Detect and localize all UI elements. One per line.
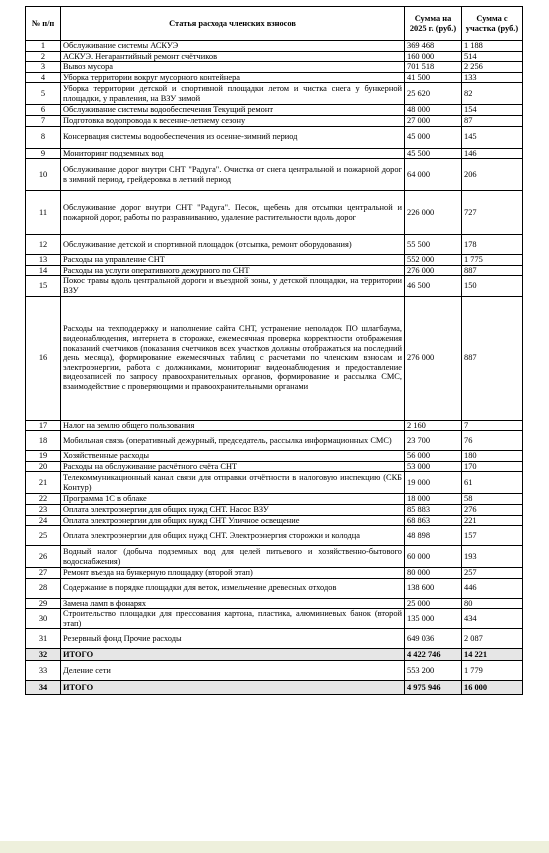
row-share: 1 188 [462,41,523,52]
row-item: Водный налог (добыча подземных вод для целей питьевого и хозяйственно-бытового водоснабжения) [61,546,405,568]
table-row [26,296,523,420]
table-row [26,431,523,451]
header-row [26,7,523,41]
header-item: Статья расхода членских взносов [61,7,405,41]
row-share: 7 [462,420,523,431]
row-number: 7 [26,115,61,126]
row-item: Консервация системы водообеспечения из осенне-зимний период [61,126,405,148]
row-number: 20 [26,461,61,472]
row-share: 276 [462,504,523,515]
row-item: Мониторинг подземных вод [61,148,405,159]
row-amount: 2 160 [405,420,462,431]
row-item: Мобильная связь (оперативный дежурный, председатель, рассылка информационных СМС) [61,431,405,451]
row-amount: 25 000 [405,598,462,609]
row-amount: 701 518 [405,62,462,73]
table-row [26,609,523,629]
table-row [26,526,523,546]
row-item: Вывоз мусора [61,62,405,73]
row-number: 32 [26,649,61,661]
row-amount: 138 600 [405,578,462,598]
row-amount: 553 200 [405,661,462,681]
row-item: Обслуживание системы АСКУЭ [61,41,405,52]
table-row [26,255,523,266]
table-row [26,115,523,126]
row-number: 19 [26,451,61,462]
row-amount: 226 000 [405,191,462,235]
row-amount: 4 422 746 [405,649,462,661]
row-item: Обслуживание системы водообеспечения Текущий ремонт [61,105,405,116]
row-amount: 64 000 [405,159,462,191]
row-share: 1 775 [462,255,523,266]
row-number: 5 [26,83,61,105]
table-row [26,191,523,235]
table-row [26,159,523,191]
row-item: Покос травы вдоль центральной дороги и въездной зоны, у детской площадки, на территории ВЗУ [61,276,405,296]
row-number: 29 [26,598,61,609]
row-share: 727 [462,191,523,235]
table-row [26,451,523,462]
header-amount: Сумма на 2025 г. (руб.) [405,7,462,41]
table-row [26,578,523,598]
row-item: Расходы на управление СНТ [61,255,405,266]
row-share: 150 [462,276,523,296]
row-item: Уборка территории вокруг мусорного контейнера [61,72,405,83]
row-number: 27 [26,568,61,579]
row-item: АСКУЭ. Негарантийный ремонт счётчиков [61,51,405,62]
row-amount: 85 883 [405,504,462,515]
row-amount: 27 000 [405,115,462,126]
row-number: 13 [26,255,61,266]
row-share: 14 221 [462,649,523,661]
row-amount: 276 000 [405,265,462,276]
table-row [26,472,523,494]
row-number: 1 [26,41,61,52]
row-item: Оплата электроэнергии для общих нужд СНТ Уличное освещение [61,515,405,526]
row-amount: 25 620 [405,83,462,105]
row-share: 61 [462,472,523,494]
row-item: Расходы на услуги оперативного дежурного по СНТ [61,265,405,276]
table-row [26,265,523,276]
table-row [26,661,523,681]
row-share: 887 [462,296,523,420]
table-row [26,62,523,73]
row-share: 887 [462,265,523,276]
row-item: Расходы на техподдержку и наполнение сайта СНТ, устранение неполадок ПО шлагбаума, видеонаблюдения, интернета в сторожке, ежемесячная проверка корректности отображения показаний счетчиков (показания счетчиков всех участков должны отображаться на последний день месяца), формирование ежемесячных таблиц с расчетами по членским взносам и электроэнергии, работа с должниками, мониторинг видеонаблюдения и предоставление видеозаписей по запросу правоохранительных органов, формирование и рассылка СМС, взаимодействие с проверяющими и правоохранительными органами [61,296,405,420]
row-amount: 48 898 [405,526,462,546]
row-item: Оплата электроэнергии для общих нужд СНТ. Электроэнергия сторожки и колодца [61,526,405,546]
row-amount: 46 500 [405,276,462,296]
table-row [26,504,523,515]
row-amount: 276 000 [405,296,462,420]
row-amount: 4 975 946 [405,681,462,695]
row-number: 22 [26,494,61,505]
row-amount: 48 000 [405,105,462,116]
row-amount: 53 000 [405,461,462,472]
header-share: Сумма с участка (руб.) [462,7,523,41]
row-amount: 60 000 [405,546,462,568]
row-item: Обслуживание дорог внутри СНТ "Радуга". Песок, щебень для отсыпки центральной и пожарной дорог, работы по разравниванию, удаление растительности вдоль дорог [61,191,405,235]
row-item: Оплата электроэнергии для общих нужд СНТ. Насос ВЗУ [61,504,405,515]
row-share: 2 256 [462,62,523,73]
row-item: Расходы на обслуживание расчётного счёта СНТ [61,461,405,472]
row-amount: 369 468 [405,41,462,52]
row-amount: 649 036 [405,629,462,649]
row-share: 221 [462,515,523,526]
row-item: Строительство площадки для прессования картона, пластика, алюминиевых банок (второй этап) [61,609,405,629]
row-share: 193 [462,546,523,568]
row-number: 4 [26,72,61,83]
row-share: 58 [462,494,523,505]
row-share: 16 000 [462,681,523,695]
row-share: 1 779 [462,661,523,681]
row-item: Деление сети [61,661,405,681]
row-item: Резервный фонд Прочие расходы [61,629,405,649]
row-share: 145 [462,126,523,148]
table-row [26,546,523,568]
row-share: 206 [462,159,523,191]
table-row [26,598,523,609]
row-number: 31 [26,629,61,649]
row-number: 21 [26,472,61,494]
table-row [26,126,523,148]
row-number: 17 [26,420,61,431]
row-number: 18 [26,431,61,451]
row-amount: 45 000 [405,126,462,148]
row-share: 154 [462,105,523,116]
row-item: Замена ламп в фонарях [61,598,405,609]
row-amount: 68 863 [405,515,462,526]
row-number: 24 [26,515,61,526]
table-row [26,105,523,116]
row-number: 15 [26,276,61,296]
row-amount: 41 500 [405,72,462,83]
row-share: 80 [462,598,523,609]
row-share: 157 [462,526,523,546]
row-item: Обслуживание детской и спортивной площадок (отсыпка, ремонт оборудования) [61,235,405,255]
row-share: 2 087 [462,629,523,649]
row-item: Обслуживание дорог внутри СНТ "Радуга". Очистка от снега центральной и пожарной дорог в зимний период, грейдеровка в летний период [61,159,405,191]
row-share: 446 [462,578,523,598]
table-row [26,276,523,296]
row-number: 34 [26,681,61,695]
row-item: Телекоммуникационный канал связи для отправки отчётности в налоговую инспекцию (СКБ Контур) [61,472,405,494]
row-number: 26 [26,546,61,568]
row-number: 9 [26,148,61,159]
row-number: 16 [26,296,61,420]
row-number: 14 [26,265,61,276]
row-amount: 80 000 [405,568,462,579]
table-row [26,515,523,526]
row-number: 12 [26,235,61,255]
table-row [26,494,523,505]
table-row [26,83,523,105]
row-number: 11 [26,191,61,235]
row-share: 87 [462,115,523,126]
table-row [26,41,523,52]
row-share: 180 [462,451,523,462]
table-row [26,461,523,472]
row-number: 3 [26,62,61,73]
table-row [26,51,523,62]
row-number: 10 [26,159,61,191]
table-row [26,148,523,159]
row-number: 23 [26,504,61,515]
table-row [26,629,523,649]
page-bottom-strip [0,841,549,853]
row-item: Содержание в порядке площадки для веток, измельчение древесных отходов [61,578,405,598]
table-row [26,72,523,83]
row-item: Хозяйственные расходы [61,451,405,462]
row-number: 33 [26,661,61,681]
table-row [26,568,523,579]
row-item: Программа 1С в облаке [61,494,405,505]
row-share: 178 [462,235,523,255]
row-share: 434 [462,609,523,629]
table-row [26,649,523,661]
header-num: № п/п [26,7,61,41]
row-share: 146 [462,148,523,159]
row-share: 82 [462,83,523,105]
row-share: 257 [462,568,523,579]
row-amount: 18 000 [405,494,462,505]
row-item: Уборка территории детской и спортивной площадки летом и чистка снега у бункерной площадки, у правления, на ВЗУ зимой [61,83,405,105]
row-amount: 45 500 [405,148,462,159]
row-number: 2 [26,51,61,62]
row-share: 170 [462,461,523,472]
row-item: ИТОГО [61,649,405,661]
row-share: 514 [462,51,523,62]
expense-table [25,6,523,695]
row-share: 76 [462,431,523,451]
table-row [26,235,523,255]
row-number: 8 [26,126,61,148]
row-amount: 56 000 [405,451,462,462]
row-number: 6 [26,105,61,116]
row-item: ИТОГО [61,681,405,695]
row-number: 30 [26,609,61,629]
row-number: 28 [26,578,61,598]
table-row [26,681,523,695]
row-amount: 23 700 [405,431,462,451]
row-amount: 19 000 [405,472,462,494]
row-item: Налог на землю общего пользования [61,420,405,431]
row-amount: 55 500 [405,235,462,255]
row-item: Подготовка водопровода к весенне-летнему сезону [61,115,405,126]
row-item: Ремонт въезда на бункерную площадку (второй этап) [61,568,405,579]
row-amount: 552 000 [405,255,462,266]
row-amount: 135 000 [405,609,462,629]
row-share: 133 [462,72,523,83]
row-number: 25 [26,526,61,546]
row-amount: 160 000 [405,51,462,62]
table-row [26,420,523,431]
